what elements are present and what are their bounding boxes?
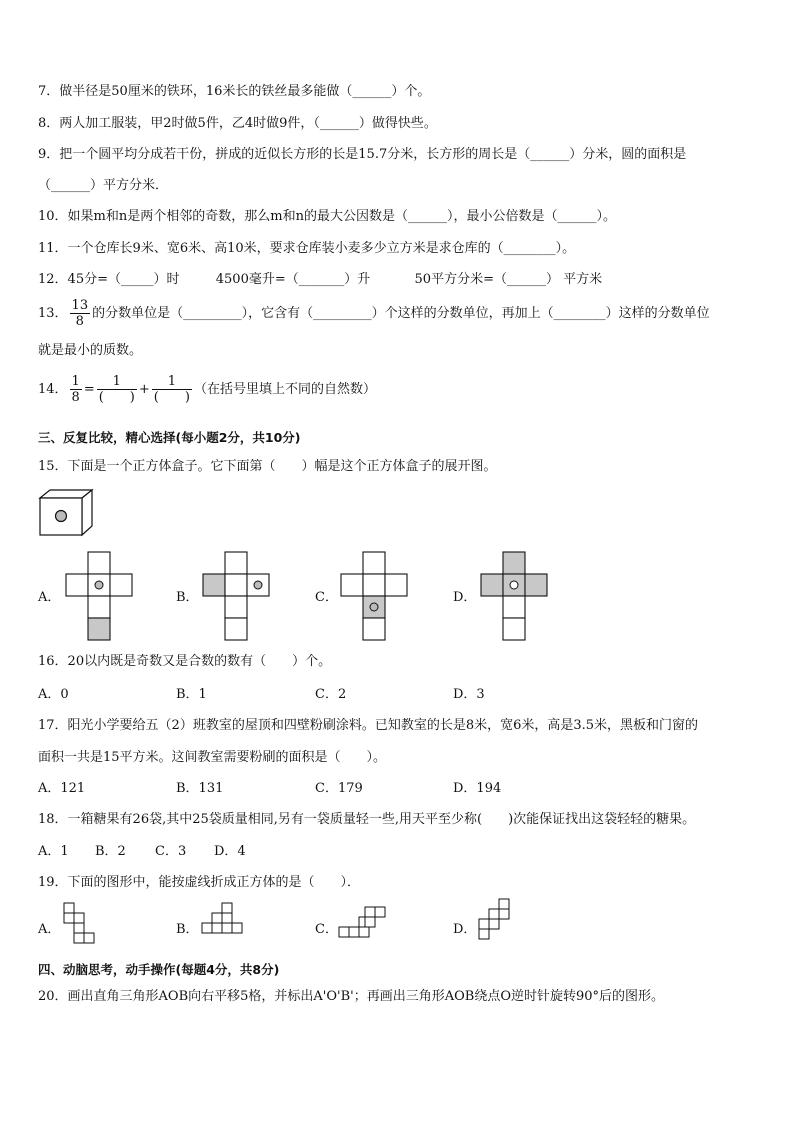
question-13-text: 的分数单位是（_________），它含有（_________）个这样的分数单位，再加上（________）这样的分数单位: [92, 306, 710, 321]
question-16: 16．20以内既是奇数又是合数的数有（ ）个。: [38, 654, 332, 669]
cube-net-b-figure: [202, 551, 272, 643]
question-11: 11．一个仓库长9米、宽6米、高10米，要求仓库装小麦多少立方米是求仓库的（________）。: [38, 241, 576, 256]
q18-option-d[interactable]: D．4: [214, 844, 246, 859]
fraction-denominator: 8: [75, 314, 84, 329]
q17-option-a[interactable]: A．121: [38, 781, 86, 796]
question-20: 20．画出直角三角形AOB向右平移5格，并标出A'O'B'；再画出三角形AOB绕点O逆时针旋转90°后的图形。: [38, 989, 665, 1004]
q18-option-c[interactable]: C．3: [155, 844, 187, 859]
q17-option-b[interactable]: B．131: [176, 781, 224, 796]
fraction-13-8: [70, 298, 91, 329]
q15-option-b[interactable]: B．: [176, 590, 199, 605]
q15-option-c[interactable]: C．: [315, 590, 338, 605]
q18-option-a[interactable]: A．1: [38, 844, 69, 859]
fraction-1-8: $\frac{1}{8}$: [71, 374, 80, 405]
question-17-line1: 17．阳光小学要给五（2）班教室的屋顶和四壁粉刷涂料。已知教室的长是8米，宽6米，高是3.5米，黑板和门窗的: [38, 718, 699, 733]
equals-sign: =: [83, 382, 95, 397]
question-15: 15．下面是一个正方体盒子。它下面第（ ）幅是这个正方体盒子的展开图。: [38, 459, 497, 474]
fold-net-a-figure: [63, 902, 103, 954]
question-18: 18．一箱糖果有26袋,其中25袋质量相同,另有一袋质量轻一些,用天平至少称( )次能保证找出这袋轻轻的糖果。: [38, 812, 696, 827]
q19-option-c[interactable]: C．: [315, 922, 338, 937]
question-8: 8．两人加工服装，甲2时做5件，乙4时做9件，（______）做得快些。: [38, 116, 437, 131]
fold-net-d-figure: [478, 898, 518, 950]
q17-option-d[interactable]: D．194: [453, 781, 502, 796]
question-12-part-c: 50平方分米=（______） 平方米: [414, 272, 603, 287]
fold-net-c-figure: [338, 902, 388, 948]
q15-option-d[interactable]: D．: [453, 590, 477, 605]
cube-net-c-figure: [340, 551, 410, 643]
question-12-part-b: 4500毫升=（_______）升: [215, 272, 371, 287]
q19-option-b[interactable]: B．: [176, 922, 199, 937]
question-19: 19．下面的图形中，能按虚线折成正方体的是（ ）．: [38, 875, 361, 890]
q18-option-b[interactable]: B．2: [95, 844, 126, 859]
question-13-number: 13．: [38, 306, 68, 321]
question-10: 10．如果m和n是两个相邻的奇数，那么m和n的最大公因数是（______），最小公倍数是（______）。: [38, 209, 616, 224]
q16-option-b[interactable]: B．1: [176, 687, 207, 702]
question-9-line1: 9．把一个圆平均分成若干份，拼成的近似长方形的长是15.7分米，长方形的周长是（______）分米，圆的面积是: [38, 147, 687, 162]
question-12-part-a: 45分=（_____）时: [67, 272, 180, 287]
question-14-note: （在括号里填上不同的自然数）: [193, 382, 376, 397]
fraction-blank-2: $\frac{1}{( )}$: [153, 374, 190, 405]
question-17-line2: 面积一共是15平方米。这间教室需要粉刷的面积是（ ）。: [38, 750, 387, 765]
q16-option-d[interactable]: D．3: [453, 687, 485, 702]
section-4-heading: 四、动脑思考，动手操作(每题4分，共8分): [38, 962, 280, 977]
question-9-line2: （______）平方分米．: [38, 178, 169, 193]
cube-box-figure: [38, 488, 98, 540]
cube-net-d-figure: [480, 551, 550, 643]
question-13: [38, 298, 710, 329]
fraction-blank-1: $\frac{1}{( )}$: [98, 374, 135, 405]
question-7: 7．做半径是50厘米的铁环，16米长的铁丝最多能做（______）个。: [38, 84, 431, 99]
question-12-number: 12．: [38, 272, 68, 287]
question-13-line2: 就是最小的质数。: [38, 343, 143, 358]
fold-net-b-figure: [201, 902, 247, 948]
q19-option-a[interactable]: A．: [38, 922, 61, 937]
q17-option-c[interactable]: C．179: [315, 781, 363, 796]
question-14: [38, 374, 376, 405]
section-3-heading: 三、反复比较，精心选择(每小题2分，共10分): [38, 430, 301, 445]
q19-option-d[interactable]: D．: [453, 922, 477, 937]
plus-sign: +: [138, 382, 150, 397]
fraction-numerator: 13: [71, 298, 89, 313]
q16-option-c[interactable]: C．2: [315, 687, 347, 702]
cube-net-a-figure: [65, 551, 135, 643]
question-14-number: 14．: [38, 382, 68, 397]
q16-option-a[interactable]: A．0: [38, 687, 69, 702]
q15-option-a[interactable]: A．: [38, 590, 61, 605]
question-12: [38, 271, 602, 289]
